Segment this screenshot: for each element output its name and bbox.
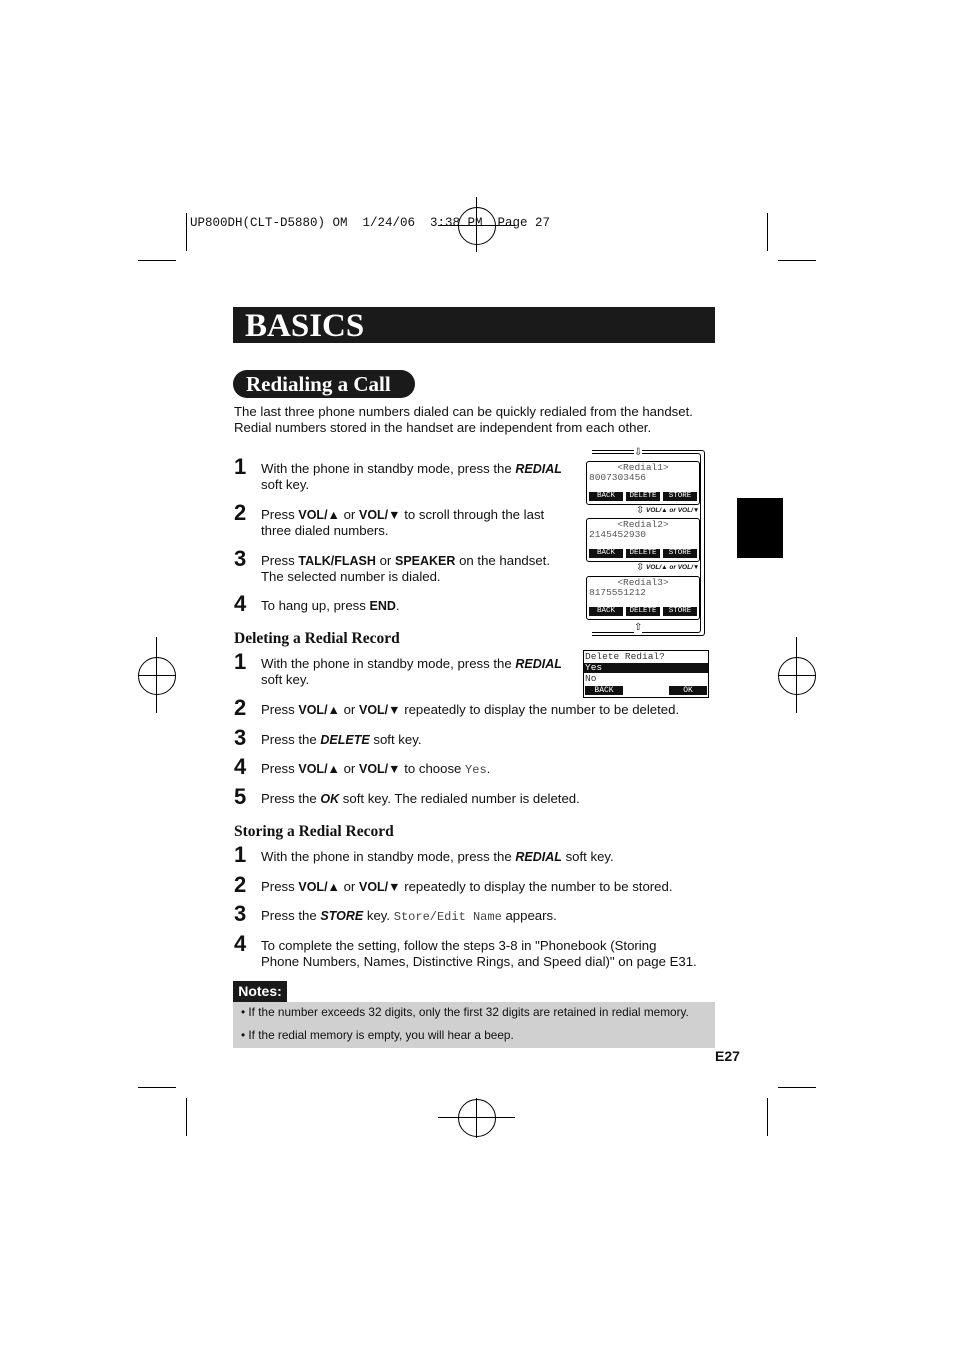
scroll-arrows-icon: ⇳ [636, 505, 645, 516]
delete-option-no: No [585, 673, 597, 684]
step-text: With the phone in standby mode, press the REDIAL soft key. [261, 656, 562, 687]
store-section-title: Storing a Redial Record [234, 823, 394, 840]
crop-mark [767, 213, 768, 251]
delete-section-title: Deleting a Redial Record [234, 630, 400, 647]
step-text: Press the OK soft key. The redialed number is deleted. [261, 791, 580, 806]
step-number: 1 [234, 454, 247, 479]
loop-arrow-icon: ⇧ [634, 622, 643, 633]
step-text: With the phone in standby mode, press the REDIAL soft key. [261, 849, 614, 864]
back-softkey: BACK [589, 549, 623, 558]
back-softkey: BACK [589, 607, 623, 616]
step-text: Press VOL/▲ or VOL/▼ repeatedly to display the number to be stored. [261, 879, 673, 894]
heading-pill [233, 370, 415, 398]
step-number: 1 [234, 649, 247, 674]
chapter-tab [737, 498, 783, 558]
lcd-number: 8175551212 [589, 587, 647, 598]
notes-title: Notes: [233, 981, 287, 1002]
lcd-number: 8007303456 [589, 472, 647, 483]
step-number: 4 [234, 591, 247, 616]
crop-mark [186, 213, 187, 251]
step-number: 5 [234, 784, 247, 809]
ok-softkey: OK [669, 686, 707, 695]
lcd-screen-redial1 [586, 461, 700, 505]
step-number: 3 [234, 725, 247, 750]
step-text: Press the STORE key. Store/Edit Name appears. [261, 908, 557, 924]
vol-label: VOL/▲ or VOL/▼ [646, 564, 700, 571]
step-text: To hang up, press END. [261, 598, 400, 613]
delete-softkey: DELETE [626, 607, 660, 616]
crop-mark [138, 1087, 176, 1088]
lcd-screen-delete [583, 650, 709, 698]
lcd-title: <Redial1> [617, 462, 669, 473]
crop-mark [778, 260, 816, 261]
store-softkey: STORE [663, 492, 697, 501]
crop-mark [778, 1087, 816, 1088]
back-softkey: BACK [585, 686, 623, 695]
crop-mark [186, 1098, 187, 1136]
step-text: Press the DELETE soft key. [261, 732, 422, 747]
step-text: Press TALK/FLASH or SPEAKER on the handset. The selected number is dialed. [261, 553, 551, 584]
lcd-screen-redial2 [586, 518, 700, 562]
step-number: 2 [234, 695, 247, 720]
lcd-number: 2145452930 [589, 529, 647, 540]
lcd-title: <Redial2> [617, 519, 669, 530]
step-number: 2 [234, 872, 247, 897]
note-item: • If the number exceeds 32 digits, only the first 32 digits are retained in redial memory. [241, 1005, 689, 1019]
print-header: UP800DH(CLT-D5880) OM 1/24/06 3:38 PM Page 27 [190, 216, 551, 230]
lcd-screen-redial3 [586, 576, 700, 620]
loop-arrow-icon: ⇩ [634, 447, 643, 458]
vol-label: VOL/▲ or VOL/▼ [646, 507, 700, 514]
step-text: Press VOL/▲ or VOL/▼ to choose Yes. [261, 761, 491, 777]
note-item: • If the redial memory is empty, you will hear a beep. [241, 1028, 514, 1042]
lcd-title: <Redial3> [617, 577, 669, 588]
step-number: 3 [234, 546, 247, 571]
step-number: 4 [234, 754, 247, 779]
section-bar [233, 307, 715, 343]
delete-option-yes: Yes [584, 663, 708, 673]
scroll-arrows-icon: ⇳ [636, 562, 645, 573]
intro-line-2: Redial numbers stored in the handset are independent from each other. [234, 420, 652, 435]
section-title: BASICS [245, 308, 365, 344]
delete-prompt: Delete Redial? [585, 651, 665, 662]
step-text: With the phone in standby mode, press the REDIAL soft key. [261, 461, 562, 492]
crop-mark [138, 260, 176, 261]
delete-softkey: DELETE [626, 549, 660, 558]
step-text: Press VOL/▲ or VOL/▼ repeatedly to display the number to be deleted. [261, 702, 680, 717]
step-number: 3 [234, 901, 247, 926]
page-number: E27 [715, 1048, 740, 1064]
store-softkey: STORE [663, 607, 697, 616]
step-number: 4 [234, 931, 247, 956]
step-text: Press VOL/▲ or VOL/▼ to scroll through the last three dialed numbers. [261, 507, 545, 538]
step-number: 1 [234, 842, 247, 867]
delete-softkey: DELETE [626, 492, 660, 501]
step-text: To complete the setting, follow the steps 3-8 in "Phonebook (Storing Phone Numbers, Names, Distinctive Rings, and Speed dial)" on page E31. [261, 938, 697, 969]
page-heading: Redialing a Call [246, 372, 391, 396]
step-number: 2 [234, 500, 247, 525]
crop-mark [767, 1098, 768, 1136]
back-softkey: BACK [589, 492, 623, 501]
store-softkey: STORE [663, 549, 697, 558]
intro-line-1: The last three phone numbers dialed can be quickly redialed from the handset. [234, 404, 693, 419]
